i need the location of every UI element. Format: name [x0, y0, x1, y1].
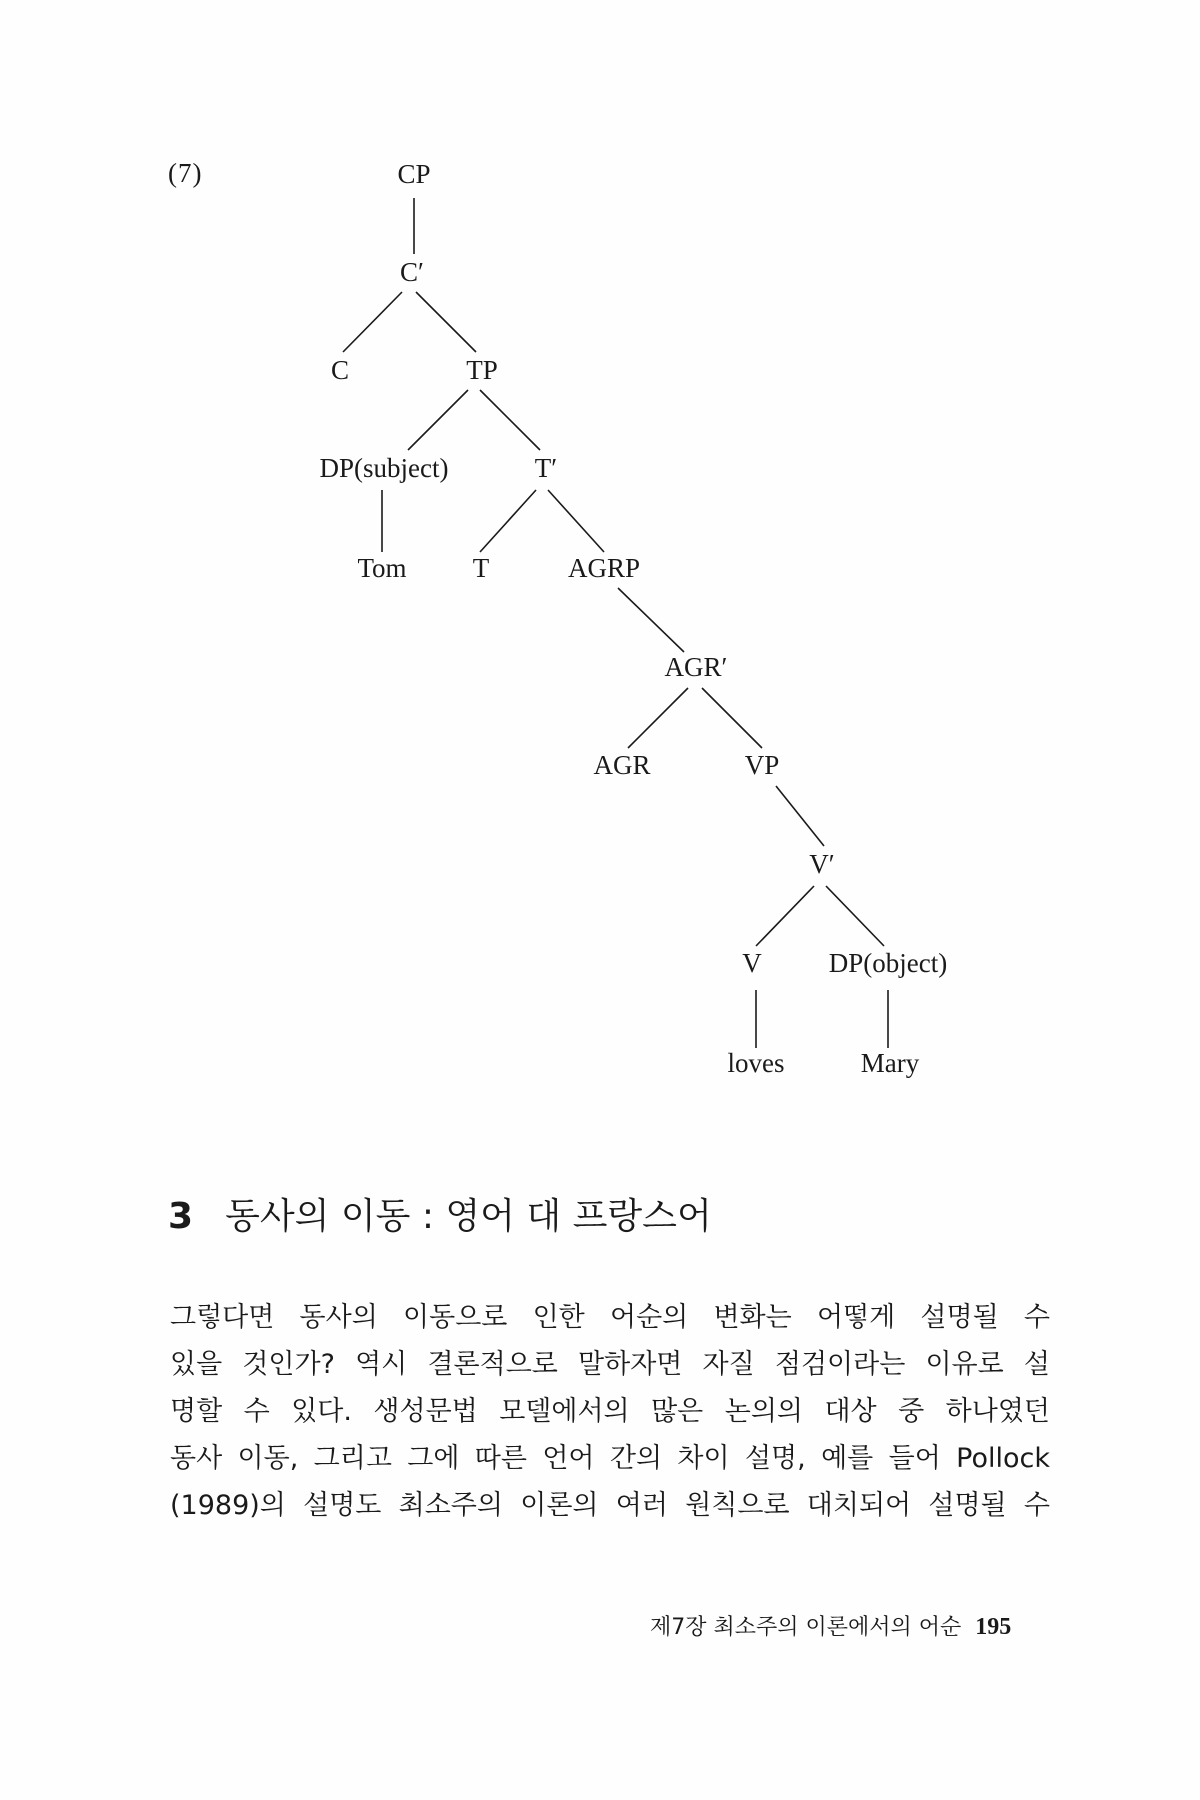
- node-cp: CP: [397, 159, 431, 189]
- edge-agrp-agrbar: [618, 588, 684, 652]
- node-agr-bar: AGR′: [664, 652, 728, 682]
- node-v: V: [742, 948, 762, 978]
- node-c-bar: C′: [400, 257, 424, 287]
- running-head: 제7장 최소주의 이론에서의 어순: [650, 1615, 962, 1640]
- node-agr: AGR: [593, 750, 651, 780]
- edge-vbar-dpobject: [826, 886, 884, 946]
- node-tp: TP: [466, 355, 498, 385]
- edge-vp-vbar: [776, 786, 824, 846]
- node-t: T: [472, 553, 490, 583]
- edge-agrbar-agr: [628, 688, 688, 748]
- node-v-bar: V′: [809, 849, 835, 879]
- edge-vbar-v: [756, 886, 814, 946]
- node-tom: Tom: [357, 553, 407, 583]
- node-vp: VP: [744, 750, 780, 780]
- body-line: (1989)의 설명도 최소주의 이론의 여러 원칙으로 대치되어 설명될 수: [170, 1490, 1050, 1521]
- example-number: (7): [168, 158, 203, 188]
- edge-tp-dpsubject: [408, 390, 468, 450]
- node-agrp: AGRP: [567, 553, 641, 583]
- edge-cbar-tp: [416, 292, 476, 352]
- body-line: 명할 수 있다. 생성문법 모델에서의 많은 논의의 대상 중 하나였던: [170, 1396, 1050, 1427]
- edge-cbar-c: [343, 292, 402, 352]
- node-t-bar: T′: [534, 453, 558, 483]
- edge-tp-tbar: [480, 390, 540, 450]
- node-mary: Mary: [860, 1048, 920, 1078]
- edge-tbar-agrp: [548, 490, 604, 552]
- body-line: 있을 것인가? 역시 결론적으로 말하자면 자질 점검이라는 이유로 설: [170, 1349, 1050, 1380]
- edge-agrbar-vp: [702, 688, 762, 748]
- page-footer: [650, 1610, 1011, 1641]
- node-loves: loves: [727, 1048, 785, 1078]
- section-number: 3: [168, 1196, 194, 1237]
- edge-tbar-t: [480, 490, 536, 552]
- node-dp-object: DP(object): [828, 948, 948, 978]
- body-paragraph: [170, 1294, 1050, 1529]
- body-line: 동사 이동, 그리고 그에 따른 언어 간의 차이 설명, 예를 들어 Pollock: [170, 1443, 1050, 1474]
- section-heading: [168, 1188, 712, 1239]
- section-title: 동사의 이동 : 영어 대 프랑스어: [225, 1196, 712, 1237]
- page-number: 195: [975, 1614, 1012, 1640]
- node-c: C: [330, 355, 350, 385]
- body-line: 그렇다면 동사의 이동으로 인한 어순의 변화는 어떻게 설명될 수: [170, 1302, 1050, 1333]
- node-dp-subject: DP(subject): [319, 453, 449, 483]
